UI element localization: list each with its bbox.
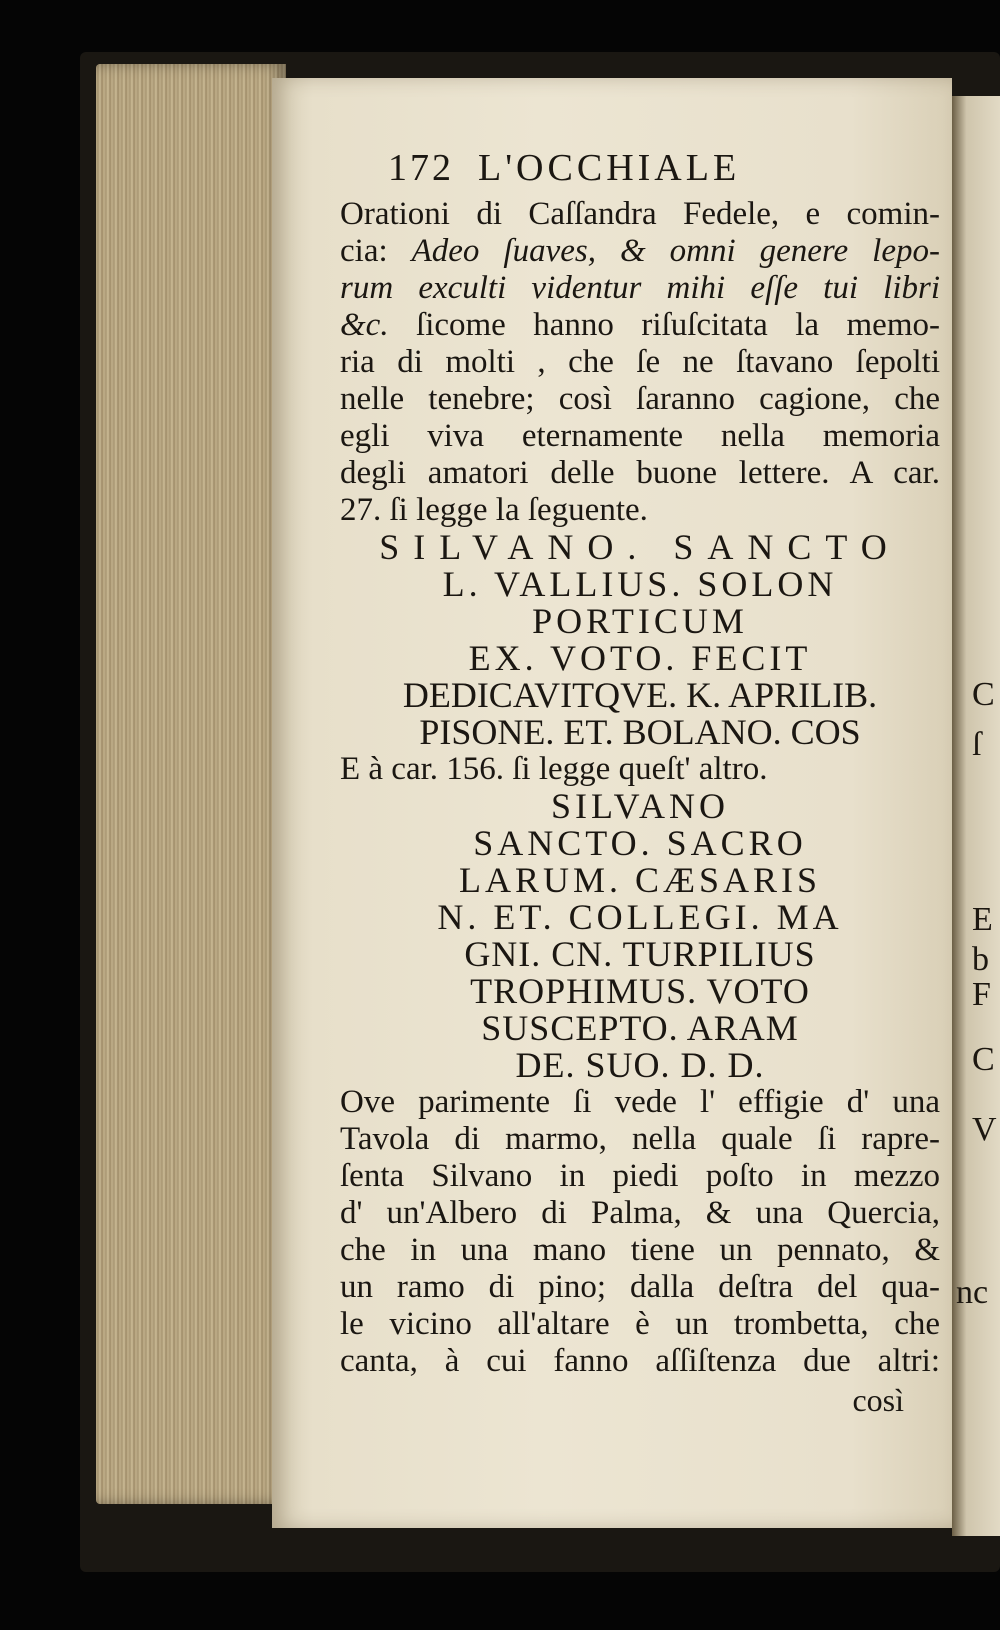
running-header [340,140,940,196]
text-line: ria di molti , che ſe ne ſtavano ſepolti [340,344,940,380]
facing-fragment: E [972,901,993,938]
paragraph-2 [340,1084,940,1380]
inscription-line: DEDICAVITQVE. K. APRILIB. [402,675,878,715]
inscription-line: PORTICUM [532,601,748,641]
facing-fragment: F [972,976,991,1013]
running-title: L'OCCHIALE [478,147,741,189]
facing-fragment: C [972,1041,995,1078]
paragraph-1 [340,196,940,529]
text-line: le vicino all'altare è un trombetta, che [340,1306,940,1342]
page-edges [96,64,286,1504]
inscription-line: SILVANO. SANCTO [379,527,901,567]
inscription-line: TROPHIMUS. VOTO [470,971,810,1011]
transition-line [340,751,940,788]
text-line: &c. ſicome hanno riſuſcitata la memo- [340,307,940,343]
facing-fragment: ſ [972,726,982,763]
text-line: egli viva eternamente nella memoria [340,418,940,454]
inscription-line: N. ET. COLLEGI. MA [437,897,843,937]
inscription-line: SANCTO. SACRO [473,823,807,863]
facing-fragment: V [972,1111,997,1148]
text-line: ſenta Silvano in piedi poſto in mezzo [340,1158,940,1194]
facing-fragment: nc [956,1274,989,1311]
inscription-line: DE. SUO. D. D. [515,1045,765,1085]
text-line: nelle tenebre; così ſaranno cagione, che [340,381,940,417]
text-line: d' un'Albero di Palma, & una Quercia, [340,1195,940,1231]
inscription-line: EX. VOTO. FECIT [468,638,812,678]
text-line: Orationi di Caſſandra Fedele, e comin- [340,196,940,232]
inscription-line: SILVANO [550,786,730,826]
facing-fragment: C [972,676,995,713]
latin-quote: &c. [340,307,389,343]
text-line: Ove parimente ſi vede l' effigie d' una [340,1084,940,1120]
latin-quote: rum exculti videntur mihi eſſe tui libri [340,270,940,306]
inscription-line: SUSCEPTO. ARAM [481,1008,799,1048]
text-line: 27. ſi legge la ſeguente. [340,492,648,528]
text-line: che in una mano tiene un pennato, & [340,1232,940,1268]
catchword: così [852,1382,904,1418]
inscription-line: LARUM. CÆSARIS [458,860,822,900]
text-line: E à car. 156. ſi legge queſt' altro. [340,751,768,787]
latin-quote: Adeo ſuaves, & omni genere lepo- [411,233,940,269]
text-line: degli amatori delle buone lettere. A car. [340,455,940,491]
page-text [340,140,940,1419]
inscription-line: GNI. CN. TURPILIUS [464,934,816,974]
inscription-1 [340,529,940,751]
text-line: canta, à cui fanno aſſiſtenza due altri: [340,1343,940,1379]
inscription-line: L. VALLIUS. SOLON [442,564,838,604]
page-number: 172 [388,147,454,189]
facing-fragment: b [972,941,989,978]
text-line: un ramo di pino; dalla deſtra del qua- [340,1269,940,1305]
inscription-line: PISONE. ET. BOLANO. COS [419,712,861,752]
text-line: cia: Adeo ſuaves, & omni genere lepo- [340,233,940,269]
inscription-2 [340,788,940,1084]
text-line: Tavola di marmo, nella quale ſi rapre- [340,1121,940,1157]
facing-page-edge [952,96,1000,1536]
